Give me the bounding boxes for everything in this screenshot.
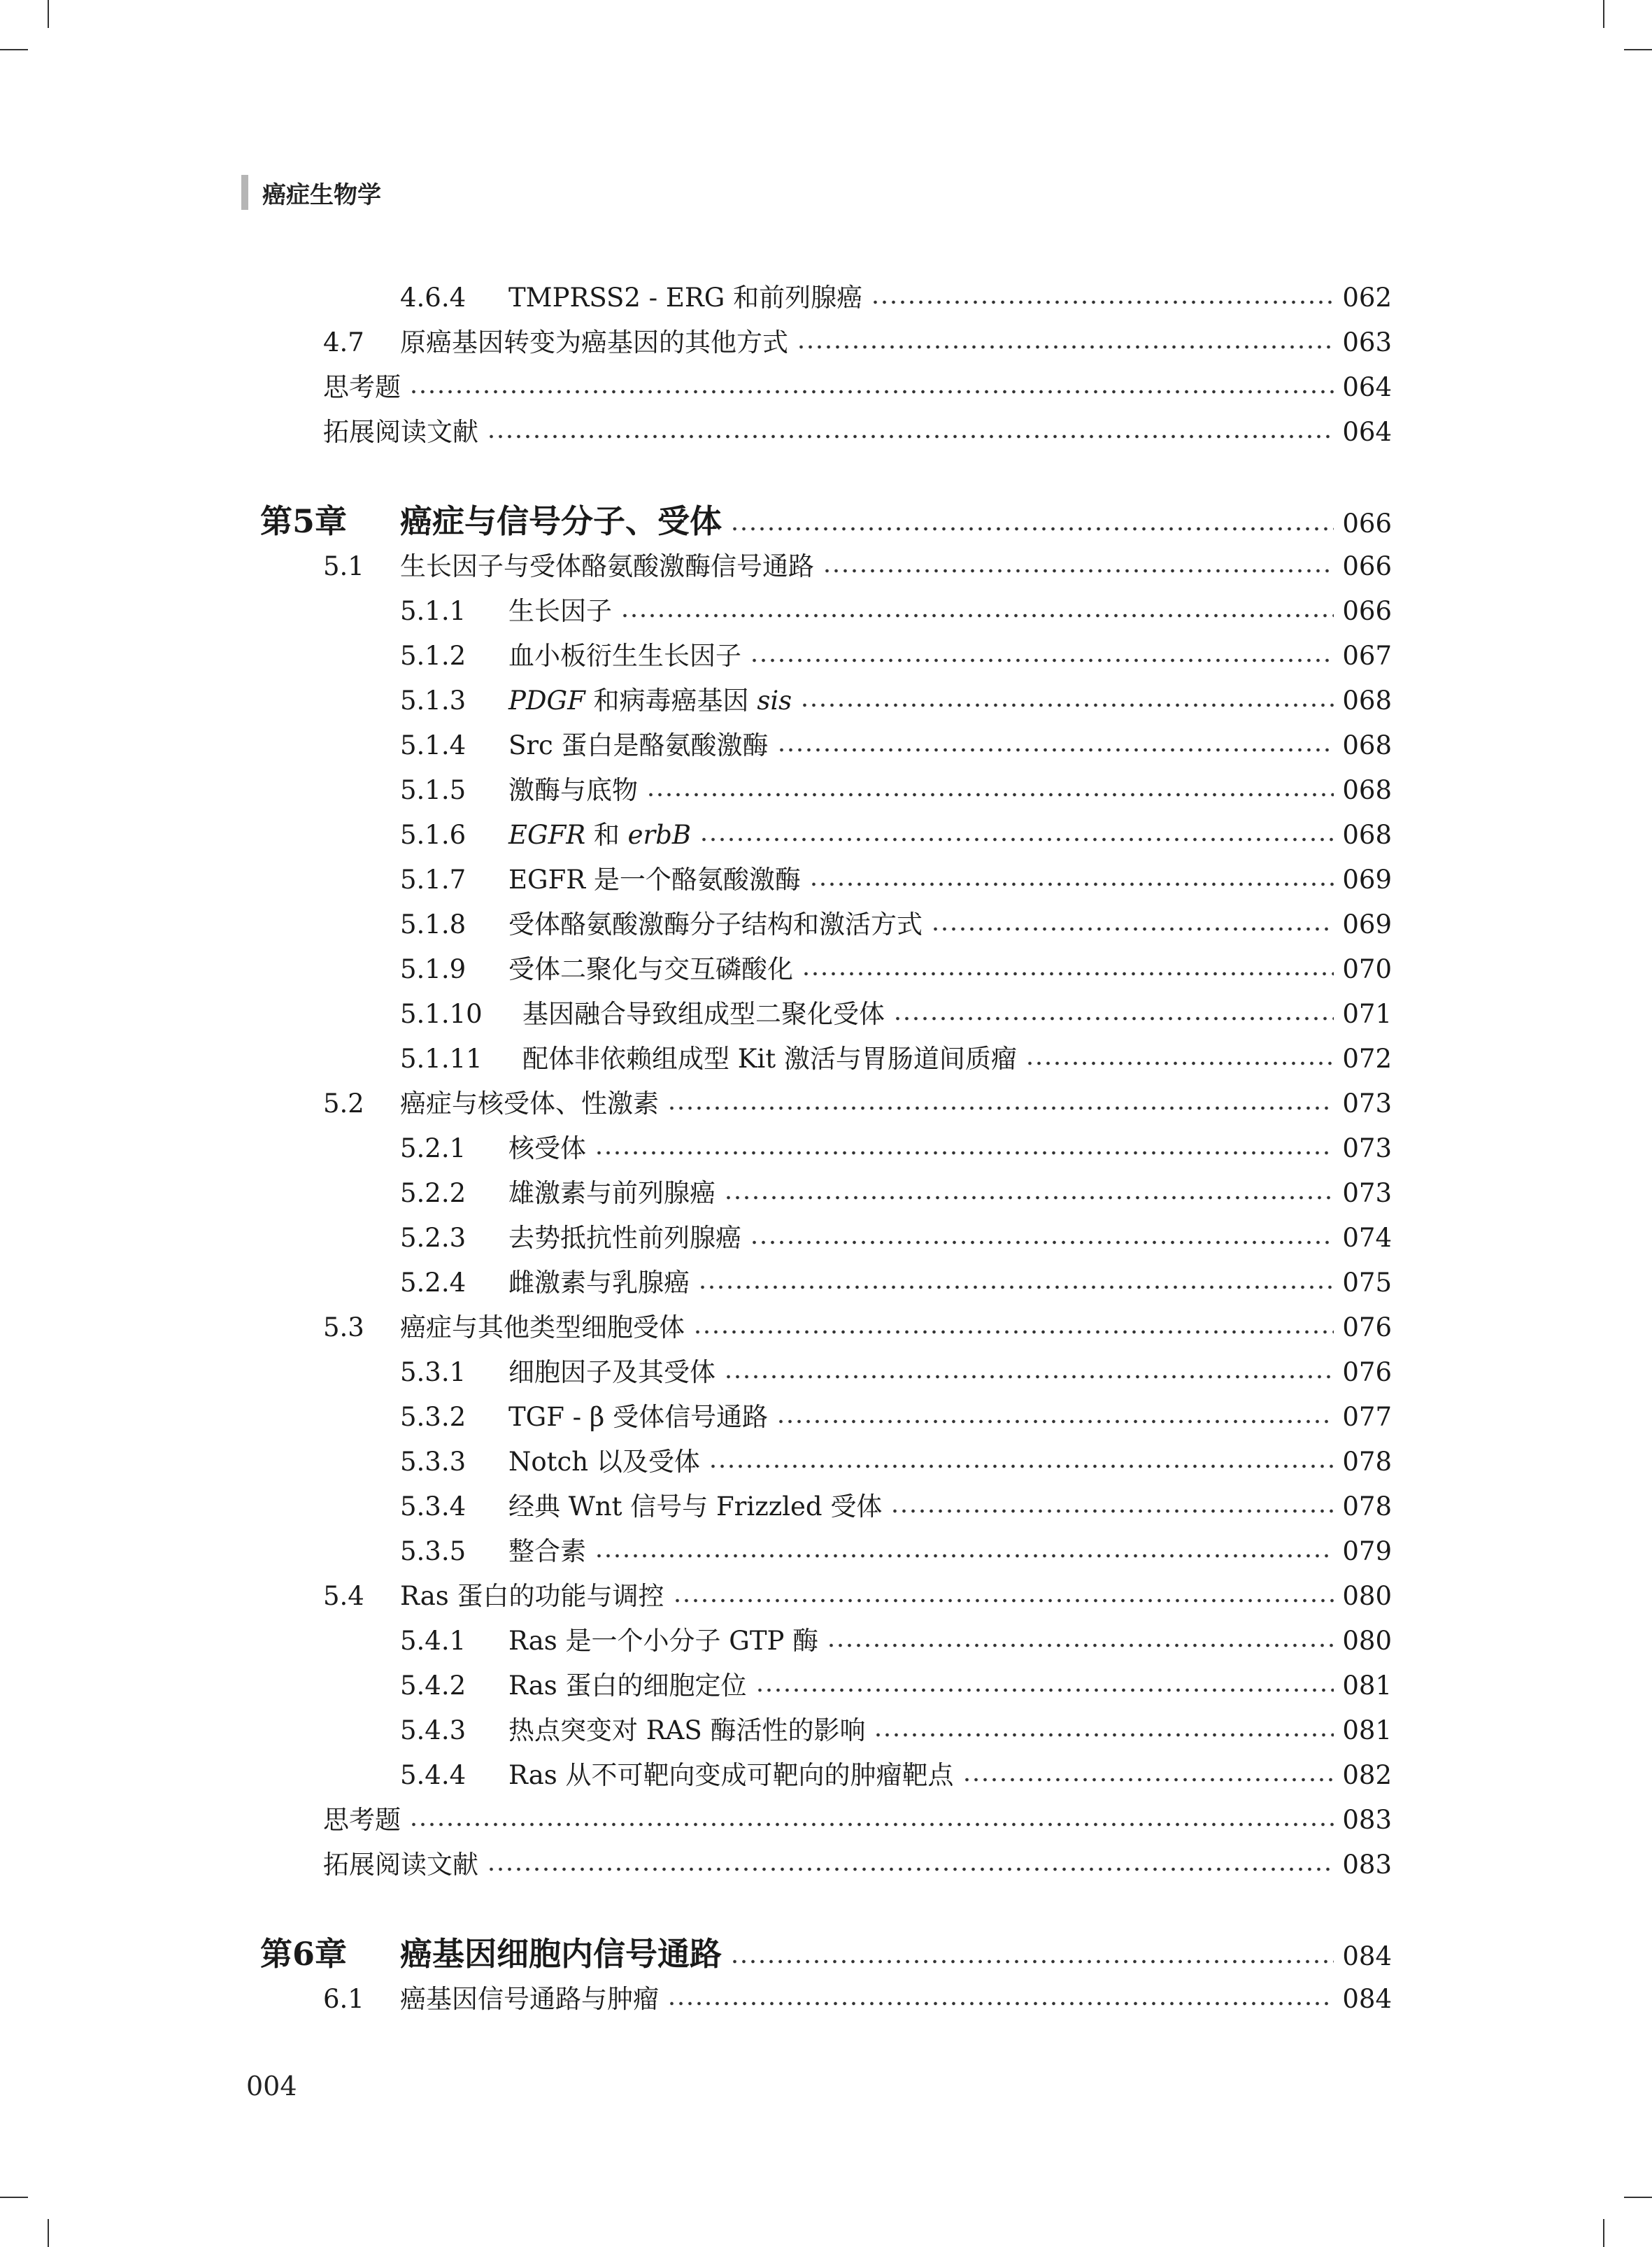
toc-entry-number: 4.6.4 (400, 283, 467, 313)
dot-leader (646, 792, 1334, 798)
toc-entry-title: 雌激素与乳腺癌 (508, 1268, 690, 1298)
toc-entry-title: Ras 是一个小分子 GTP 酶 (508, 1626, 819, 1656)
toc-entry-page: 084 (1342, 1941, 1392, 1971)
toc-entry-title: 思考题 (323, 1805, 401, 1835)
toc-entry-title: TGF - β 受体信号通路 (508, 1402, 769, 1432)
toc-entry-number: 5.3.2 (400, 1402, 467, 1432)
toc-entry[interactable] (400, 1536, 1392, 1567)
toc-entry[interactable] (400, 1402, 1392, 1433)
toc-entry-page: 073 (1342, 1133, 1392, 1163)
toc-entry-title: 经典 Wnt 信号与 Frizzled 受体 (508, 1491, 883, 1522)
toc-entry-number: 5.2.3 (400, 1223, 467, 1253)
dot-leader (730, 1959, 1334, 1964)
toc-entry-page: 080 (1342, 1581, 1392, 1611)
toc-entry-number: 5.4.2 (400, 1671, 467, 1701)
toc-entry[interactable] (400, 1626, 1392, 1657)
dot-leader (962, 1777, 1334, 1782)
toc-entry-page: 074 (1342, 1223, 1392, 1253)
toc-entry-number: 5.4.1 (400, 1626, 467, 1656)
toc-entry-number: 5.1.4 (400, 730, 467, 760)
toc-entry-page: 066 (1342, 551, 1392, 581)
toc-entry[interactable] (400, 954, 1392, 985)
toc-entry-page: 068 (1342, 820, 1392, 850)
toc-entry-number: 5.1.2 (400, 641, 467, 671)
toc-entry[interactable] (400, 909, 1392, 940)
crop-mark (1624, 49, 1652, 50)
dot-leader (667, 2001, 1334, 2006)
crop-mark (0, 2197, 28, 2198)
toc-entry-title: 癌基因细胞内信号通路 (400, 1935, 722, 1973)
dot-leader (809, 881, 1334, 887)
page-number: 004 (246, 2071, 297, 2101)
toc-entry-page: 084 (1342, 1984, 1392, 2014)
toc-entry[interactable] (400, 999, 1392, 1030)
dot-leader (823, 568, 1334, 574)
toc-entry-page: 080 (1342, 1626, 1392, 1656)
toc-entry-number: 5.1.8 (400, 909, 467, 940)
toc-entry-page: 071 (1342, 999, 1392, 1029)
dot-leader (730, 526, 1334, 532)
dot-leader (724, 1374, 1334, 1380)
toc-entry[interactable] (400, 775, 1392, 806)
toc-entry[interactable] (400, 820, 1392, 851)
toc-entry[interactable] (400, 1268, 1392, 1298)
toc-entry-number: 5.3.4 (400, 1491, 467, 1522)
toc-entry-page: 066 (1342, 509, 1392, 539)
toc-entry-page: 078 (1342, 1491, 1392, 1522)
dot-leader (724, 1195, 1334, 1200)
toc-entry-page: 064 (1342, 372, 1392, 402)
toc-entry-title: 拓展阅读文献 (323, 417, 478, 447)
crop-mark (48, 0, 49, 28)
toc-entry-number: 5.3.3 (400, 1447, 467, 1477)
toc-entry[interactable] (400, 730, 1392, 761)
toc-entry[interactable] (323, 417, 1392, 448)
toc-entry-page: 073 (1342, 1089, 1392, 1119)
toc-entry-title: 激酶与底物 (508, 775, 638, 805)
toc-entry-page: 070 (1342, 954, 1392, 984)
dot-leader (409, 1822, 1334, 1827)
toc-entry-page: 067 (1342, 641, 1392, 671)
toc-entry-number: 6.1 (323, 1984, 364, 2014)
crop-mark (1603, 0, 1604, 28)
dot-leader (693, 1329, 1334, 1335)
toc-entry-number: 5.1.1 (400, 596, 467, 626)
toc-entry-title: 受体酪氨酸激酶分子结构和激活方式 (508, 909, 923, 940)
toc-entry-title: EGFR 是一个酪氨酸激酶 (508, 865, 801, 895)
toc-entry-page: 077 (1342, 1402, 1392, 1432)
dot-leader (667, 1105, 1334, 1111)
toc-entry[interactable] (323, 1984, 1392, 2015)
toc-entry-number: 5.1.11 (400, 1044, 483, 1074)
toc-entry-title: 原癌基因转变为癌基因的其他方式 (400, 327, 788, 357)
toc-entry-title: 思考题 (323, 372, 401, 402)
toc-entry-number: 5.4.4 (400, 1760, 467, 1790)
toc-entry-number: 5.1.6 (400, 820, 467, 850)
toc-entry-number: 5.2.4 (400, 1268, 467, 1298)
toc-entry-page: 069 (1342, 909, 1392, 940)
toc-entry-page: 068 (1342, 775, 1392, 805)
toc-entry-title: 癌症与其他类型细胞受体 (400, 1312, 685, 1342)
toc-entry-title: 配体非依赖组成型 Kit 激活与胃肠道间质瘤 (522, 1044, 1017, 1074)
dot-leader (708, 1463, 1334, 1469)
dot-leader (777, 747, 1334, 753)
toc-entry[interactable] (400, 1671, 1392, 1701)
toc-entry-title: 雄激素与前列腺癌 (508, 1178, 715, 1208)
crop-mark (1624, 2197, 1652, 2198)
toc-entry[interactable] (400, 1447, 1392, 1477)
toc-entry-number: 5.2 (323, 1089, 364, 1119)
toc-entry-number: 5.1.9 (400, 954, 467, 984)
toc-entry-number: 4.7 (323, 327, 364, 357)
toc-entry-title: 热点突变对 RAS 酶活性的影响 (508, 1715, 866, 1745)
toc-entry[interactable] (400, 641, 1392, 672)
toc-entry-page: 078 (1342, 1447, 1392, 1477)
toc-entry-number: 5.2.1 (400, 1133, 467, 1163)
toc-entry-page: 068 (1342, 686, 1392, 716)
toc-entry-title: TMPRSS2 - ERG 和前列腺癌 (508, 283, 863, 313)
toc-entry[interactable] (400, 1133, 1392, 1164)
toc-entry-page: 079 (1342, 1536, 1392, 1566)
toc-entry-page: 076 (1342, 1357, 1392, 1387)
toc-entry-page: 076 (1342, 1312, 1392, 1342)
dot-leader (699, 837, 1334, 842)
toc-entry[interactable] (400, 865, 1392, 895)
toc-entry-page: 063 (1342, 327, 1392, 357)
dot-leader (487, 1866, 1334, 1872)
toc-entry-page: 083 (1342, 1805, 1392, 1835)
toc-entry-number: 5.2.2 (400, 1178, 467, 1208)
dot-leader (620, 613, 1334, 618)
toc-entry-title: 受体二聚化与交互磷酸化 (508, 954, 793, 984)
toc-entry-number: 第6章 (260, 1935, 348, 1973)
toc-entry-page: 081 (1342, 1671, 1392, 1701)
toc-entry-title: 核受体 (508, 1133, 586, 1163)
toc-entry[interactable] (400, 283, 1392, 313)
toc-entry[interactable] (323, 1850, 1392, 1880)
toc-entry[interactable] (323, 372, 1392, 403)
dot-leader (874, 1732, 1334, 1738)
toc-entry[interactable] (323, 1312, 1392, 1343)
toc-entry-number: 5.3.5 (400, 1536, 467, 1566)
dot-leader (1025, 1061, 1334, 1066)
toc-entry-page: 073 (1342, 1178, 1392, 1208)
toc-entry[interactable] (323, 1805, 1392, 1836)
toc-entry-title: 癌症与核受体、性激素 (400, 1089, 659, 1119)
dot-leader (673, 1598, 1334, 1603)
toc-entry[interactable] (323, 327, 1392, 358)
toc-entry-number: 第5章 (260, 502, 348, 540)
toc-entry-title: Ras 从不可靶向变成可靶向的肿瘤靶点 (508, 1760, 954, 1790)
toc-entry-page: 069 (1342, 865, 1392, 895)
dot-leader (594, 1150, 1334, 1156)
dot-leader (776, 1419, 1334, 1424)
toc-entry[interactable] (400, 1715, 1392, 1746)
toc-entry-title: 去势抵抗性前列腺癌 (508, 1223, 741, 1253)
toc-entry-title: Ras 蛋白的功能与调控 (400, 1581, 664, 1611)
toc-entry[interactable] (400, 686, 1392, 716)
toc-entry-number: 5.1 (323, 551, 364, 581)
toc-entry-title: 癌症与信号分子、受体 (400, 502, 722, 540)
toc-entry[interactable] (400, 1178, 1392, 1209)
dot-leader (890, 1508, 1334, 1514)
toc-entry[interactable] (323, 1581, 1392, 1612)
toc-entry-page: 068 (1342, 730, 1392, 760)
toc-entry-number: 5.1.3 (400, 686, 467, 716)
toc-entry-page: 083 (1342, 1850, 1392, 1880)
toc-entry[interactable] (323, 1089, 1392, 1119)
dot-leader (487, 434, 1334, 439)
toc-entry-page: 064 (1342, 417, 1392, 447)
toc-entry[interactable] (400, 1760, 1392, 1791)
toc-entry[interactable] (323, 551, 1392, 582)
toc-entry-title: 整合素 (508, 1536, 586, 1566)
dot-leader (800, 702, 1334, 708)
toc-entry[interactable] (400, 596, 1392, 627)
dot-leader (750, 658, 1334, 663)
toc-entry-title: PDGF 和病毒癌基因 sis (508, 686, 792, 716)
dot-leader (698, 1284, 1334, 1290)
toc-entry-number: 5.4.3 (400, 1715, 467, 1745)
crop-mark (1603, 2219, 1604, 2247)
toc-entry-page: 075 (1342, 1268, 1392, 1298)
toc-entry-title: 生长因子与受体酪氨酸激酶信号通路 (400, 551, 814, 581)
toc-entry-number: 5.4 (323, 1581, 364, 1611)
dot-leader (750, 1240, 1334, 1245)
dot-leader (755, 1687, 1334, 1693)
toc-entry-title: 癌基因信号通路与肿瘤 (400, 1984, 659, 2014)
toc-entry-number: 5.1.5 (400, 775, 467, 805)
toc-entry[interactable] (400, 1357, 1392, 1388)
toc-entry-title: 拓展阅读文献 (323, 1850, 478, 1880)
dot-leader (893, 1016, 1334, 1021)
toc-chapter-entry[interactable] (260, 502, 1392, 541)
dot-leader (594, 1553, 1334, 1559)
dot-leader (871, 299, 1334, 305)
toc-entry-title: Ras 蛋白的细胞定位 (508, 1671, 747, 1701)
crop-mark (0, 49, 28, 50)
toc-entry-number: 5.3 (323, 1312, 364, 1342)
toc-entry-number: 5.3.1 (400, 1357, 467, 1387)
toc-entry-title: EGFR 和 erbB (508, 820, 692, 850)
toc-entry-page: 081 (1342, 1715, 1392, 1745)
toc-entry-title: 血小板衍生生长因子 (508, 641, 741, 671)
toc-entry-title: 基因融合导致组成型二聚化受体 (522, 999, 885, 1029)
toc-entry-number: 5.1.7 (400, 865, 467, 895)
toc-entry-number: 5.1.10 (400, 999, 483, 1029)
toc-entry-title: 细胞因子及其受体 (508, 1357, 715, 1387)
toc-entry[interactable] (400, 1223, 1392, 1254)
crop-mark (48, 2219, 49, 2247)
toc-entry-title: Src 蛋白是酪氨酸激酶 (508, 730, 769, 760)
toc-entry-page: 082 (1342, 1760, 1392, 1790)
dot-leader (409, 389, 1334, 395)
toc-entry-page: 062 (1342, 283, 1392, 313)
header-bar (241, 175, 248, 210)
toc-entry-title: 生长因子 (508, 596, 612, 626)
book-title: 癌症生物学 (262, 180, 381, 209)
dot-leader (802, 971, 1334, 977)
dot-leader (797, 344, 1334, 350)
toc-entry[interactable] (400, 1044, 1392, 1075)
toc-entry[interactable] (400, 1491, 1392, 1522)
toc-entry-title: Notch 以及受体 (508, 1447, 700, 1477)
toc-entry-page: 072 (1342, 1044, 1392, 1074)
running-header (241, 175, 381, 210)
dot-leader (827, 1643, 1334, 1648)
toc-entry-page: 066 (1342, 596, 1392, 626)
toc-chapter-entry[interactable] (260, 1935, 1392, 1973)
dot-leader (931, 926, 1334, 932)
